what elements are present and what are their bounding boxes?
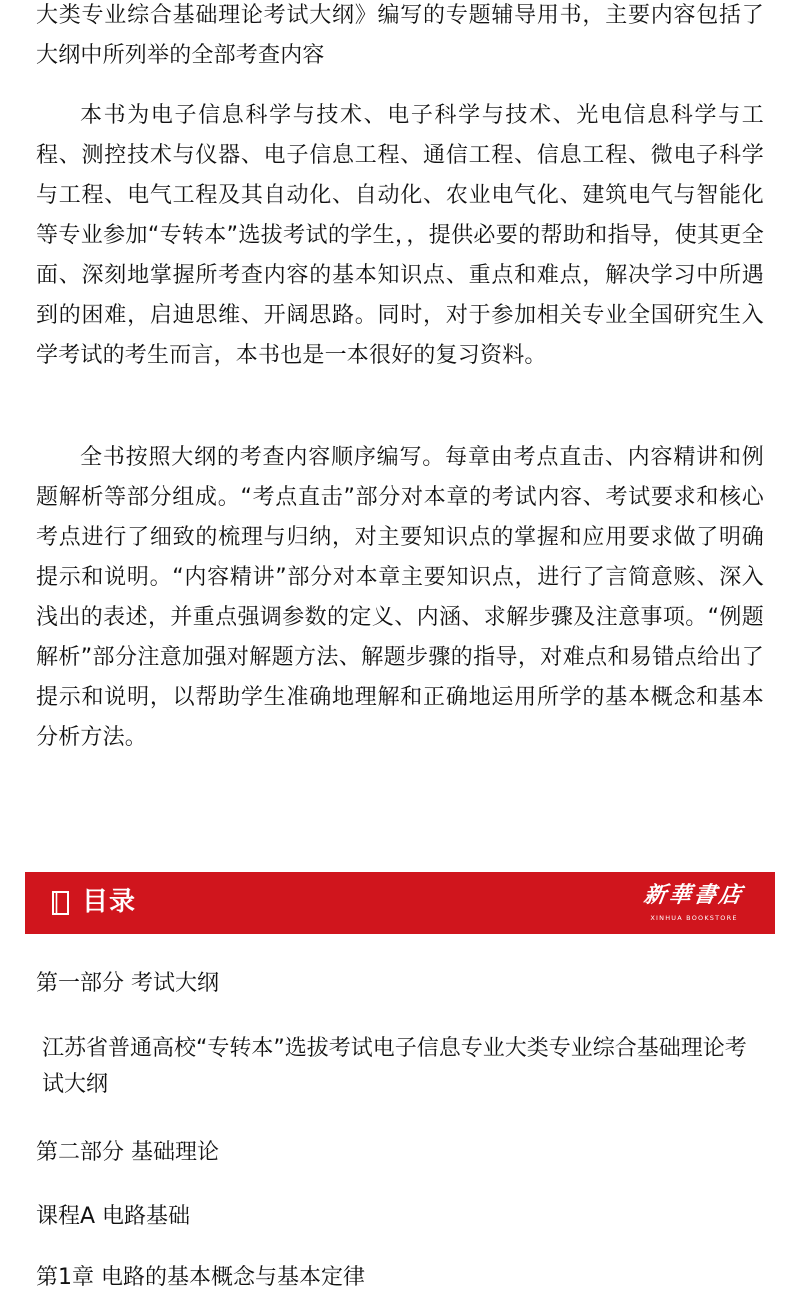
intro-paragraph-tail: 大类专业综合基础理论考试大纲》编写的专题辅导用书，主要内容包括了大纲中所列举的全部考查内容 xyxy=(36,3,764,68)
logo-chinese-text: 新華書店 xyxy=(642,882,746,908)
toc-entry[interactable]: 第一部分 考试大纲 xyxy=(36,971,219,996)
xinhua-bookstore-logo xyxy=(639,881,749,927)
toc-entry[interactable]: 课程A 电路基础 xyxy=(36,1204,191,1229)
toc-entry[interactable]: 第1章 电路的基本概念与基本定律 xyxy=(36,1265,365,1290)
toc-banner xyxy=(25,872,775,934)
toc-title: 目录 xyxy=(82,887,137,917)
logo-english-text: XINHUA BOOKSTORE xyxy=(650,914,738,922)
book-icon xyxy=(52,891,69,915)
toc-entry[interactable]: 第二部分 基础理论 xyxy=(36,1140,219,1165)
structure-paragraph: 全书按照大纲的考查内容顺序编写。每章由考点直击、内容精讲和例题解析等部分组成。“考点直击”部分对本章的考试内容、考试要求和核心考点进行了细致的梳理与归纳，对主要知识点的掌握和应用要求做了明确提示和说明。“内容精讲”部分对本章主要知识点，进行了言简意赅、深入浅出的表述，并重点强调参数的定义、内涵、求解步骤及注意事项。“例题解析”部分注意加强对解题方法、解题步骤的指导，对难点和易错点给出了提示和说明，以帮助学生准确地理解和正确地运用所学的基本概念和基本分析方法。 xyxy=(36,445,764,750)
audience-paragraph: 本书为电子信息科学与技术、电子科学与技术、光电信息科学与工程、测控技术与仪器、电子信息工程、通信工程、信息工程、微电子科学与工程、电气工程及其自动化、自动化、农业电气化、建筑电气与智能化等专业参加“专转本”选拔考试的学生，，提供必要的帮助和指导，使其更全面、深刻地掌握所考查内容的基本知识点、重点和难点，解决学习中所遇到的困难，启迪思维、开阔思路。同时，对于参加相关专业全国研究生入学考试的考生而言，本书也是一本很好的复习资料。 xyxy=(36,103,764,368)
toc-entry[interactable]: 江苏省普通高校“专转本”选拔考试电子信息专业大类专业综合基础理论考试大纲 xyxy=(42,1036,747,1097)
